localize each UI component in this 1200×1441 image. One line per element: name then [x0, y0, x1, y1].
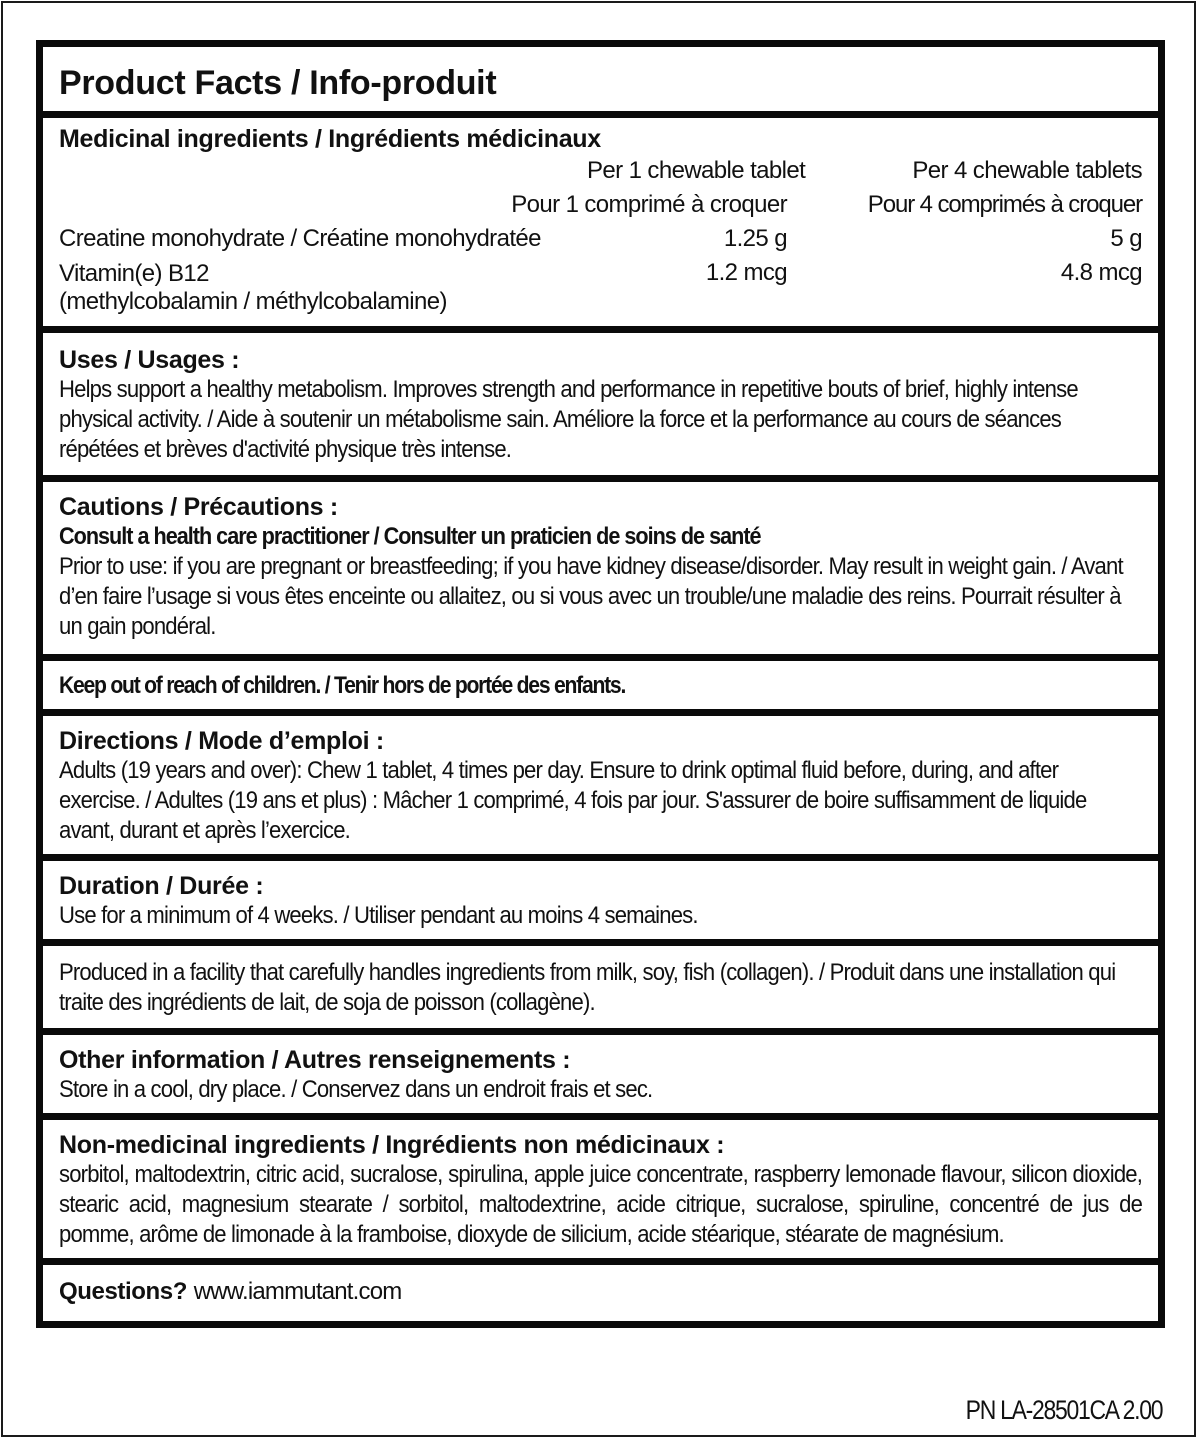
directions-text: Adults (19 years and over): Chew 1 tablet, 4 times per day. Ensure to drink optimal fluid before, during, and after exercise. / Adultes (19 ans et plus) : Mâcher 1 comprimé, 4 fois par jour. S'assurer de boire suffisamment de liquide avant, durant et après l’exercice. — [59, 757, 1087, 844]
duration-heading: Duration / Durée : — [59, 872, 264, 900]
cautions-subheading: Consult a health care practitioner / Consulter un praticien de soins de santé — [59, 523, 761, 550]
part-number: PN LA-28501CA 2.00 — [965, 1395, 1162, 1425]
uses-section — [43, 333, 1158, 482]
directions-section — [43, 716, 1158, 861]
ingredient-per4: 4.8 mcg — [1060, 259, 1142, 286]
ingredient-name — [59, 256, 587, 316]
directions-heading: Directions / Mode d’emploi : — [59, 727, 384, 755]
table-corner — [59, 154, 587, 188]
col-header-per4-fr: Pour 4 comprimés à croquer — [867, 191, 1142, 218]
cautions-heading: Cautions / Précautions : — [59, 493, 338, 521]
cautions-text: Prior to use: if you are pregnant or breastfeeding; if you have kidney disease/disorder. May result in weight gain. / Avant d’en faire l’usage si vous êtes enceinte ou allaitez, ou si vous avec un trouble/une maladie des reins. Pourrait résulter à un gain pondéral. — [59, 553, 1123, 640]
non-medicinal-text: sorbitol, maltodextrin, citric acid, sucralose, spirulina, apple juice concentrate, raspberry lemonade flavour, silicon dioxide, stearic acid, magnesium stearate / sorbitol, maltodextrine, acide citrique, sucralose, spiruline, concentré de jus de pomme, arôme de limonade à la framboise, dioxyde de silicium, acide stéarique, stéarate de magnésium. — [59, 1161, 1143, 1248]
col-header-per1-fr-wrap — [511, 188, 787, 222]
other-info-section — [43, 1035, 1158, 1120]
other-info-heading: Other information / Autres renseignements : — [59, 1046, 571, 1074]
uses-text: Helps support a healthy metabolism. Improves strength and performance in repetitive bouts of brief, highly intense physical activity. / Aide à soutenir un métabolisme sain. Améliore la force et la performance au cours de séances répétées et brèves d'activité physique très intense. — [59, 376, 1078, 463]
ingredient-name-line2: (methylcobalamin / méthylcobalamine) — [59, 288, 447, 315]
medicinal-section — [43, 118, 1158, 333]
uses-heading: Uses / Usages : — [59, 346, 240, 374]
ingredient-per1: 1.2 mcg — [705, 259, 787, 286]
col-header-per1-fr: Pour 1 comprimé à croquer — [511, 191, 787, 218]
col-header-per4-en: Per 4 chewable tablets — [912, 157, 1142, 184]
questions-label: Questions? — [59, 1278, 188, 1305]
questions-line — [59, 1267, 1142, 1321]
col-header-per1-en: Per 1 chewable tablet — [587, 157, 806, 184]
keep-out-warning: Keep out of reach of children. / Tenir hors de portée des enfants. — [59, 672, 626, 699]
medicinal-table — [59, 154, 1142, 316]
medicinal-heading: Medicinal ingredients / Ingrédients médicinaux — [59, 125, 601, 153]
ingredient-name-line1: Vitamin(e) B12 — [59, 260, 209, 287]
questions-section — [43, 1265, 1158, 1321]
non-medicinal-heading: Non-medicinal ingredients / Ingrédients non médicinaux : — [59, 1131, 725, 1159]
title-section — [43, 47, 1158, 118]
table-corner-2 — [59, 188, 587, 222]
ingredient-per1: 1.25 g — [723, 225, 787, 252]
keep-out-section — [43, 661, 1158, 716]
product-facts-panel — [36, 40, 1165, 1328]
duration-text: Use for a minimum of 4 weeks. / Utiliser pendant au moins 4 semaines. — [59, 902, 698, 929]
non-medicinal-section — [43, 1120, 1158, 1265]
panel-title: Product Facts / Info-produit — [59, 64, 497, 102]
facility-text: Produced in a facility that carefully handles ingredients from milk, soy, fish (collagen). / Produit dans une installation qui traite des ingrédients de lait, de soja de poisson (collagène). — [59, 959, 1116, 1016]
ingredient-name: Creatine monohydrate / Créatine monohydratée — [59, 225, 541, 252]
duration-section — [43, 861, 1158, 946]
website-link[interactable]: www.iammutant.com — [193, 1278, 402, 1305]
cautions-section — [43, 482, 1158, 661]
facility-section — [43, 946, 1158, 1035]
other-info-text: Store in a cool, dry place. / Conservez dans un endroit frais et sec. — [59, 1076, 653, 1103]
ingredient-per4: 5 g — [1110, 225, 1142, 252]
